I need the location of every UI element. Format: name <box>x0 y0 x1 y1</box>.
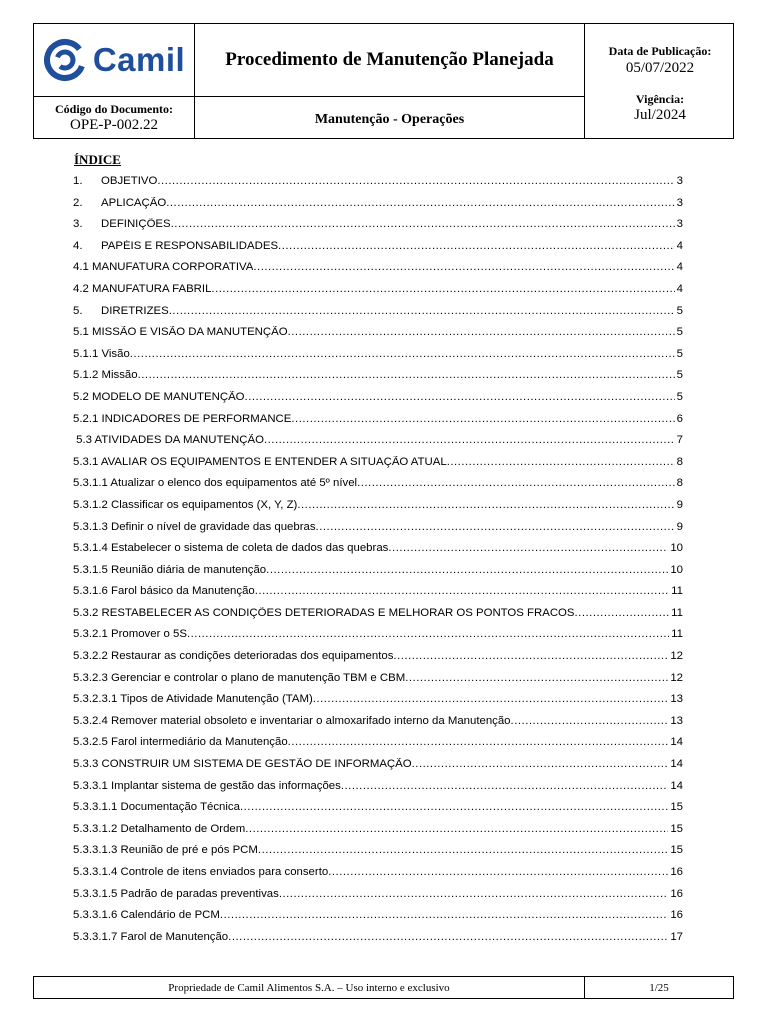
page-number: 1/25 <box>649 981 669 994</box>
toc-entry-title: 5.3.2.1 Promover o 5S <box>73 628 187 641</box>
toc-entry-title: 5.3.3.1.2 Detalhamento de Ordem <box>73 822 246 835</box>
toc-entry-title: 5.3.1.6 Farol básico da Manutenção <box>73 585 255 598</box>
toc-entry-page: 5 <box>676 347 683 360</box>
toc-entry-title: 5.3.3.1.6 Calendário de PCM <box>73 909 220 922</box>
toc-entry-page: 10 <box>670 542 683 555</box>
toc-entry-title: OBJETIVO <box>101 175 158 187</box>
toc-leader-dots <box>405 672 668 684</box>
logo-text: Camil <box>92 41 186 78</box>
toc-entry-page: 12 <box>670 650 683 663</box>
toc-leader-dots <box>291 413 674 425</box>
toc-entry[interactable] <box>73 240 683 262</box>
toc-entry-title: 5.3.1 AVALIAR OS EQUIPAMENTOS E ENTENDER A SITUAÇÃO ATUAL <box>73 455 447 468</box>
code-value: OPE-P-002.22 <box>70 117 158 133</box>
toc-leader-dots <box>157 175 674 187</box>
toc-entry[interactable] <box>73 693 683 715</box>
toc-entry[interactable] <box>73 823 683 845</box>
toc-leader-dots <box>288 736 669 748</box>
toc-entry[interactable] <box>73 369 683 391</box>
toc-leader-dots <box>279 888 669 900</box>
toc-entry[interactable] <box>73 521 683 543</box>
toc-leader-dots <box>245 391 675 403</box>
toc-leader-dots <box>288 326 675 338</box>
toc-entry-title: 5.3 ATIVIDADES DA MANUTENÇÃO <box>73 434 264 447</box>
toc-entry-title: APLICAÇÃO <box>101 196 167 209</box>
toc-entry[interactable] <box>73 585 683 607</box>
toc-entry-title: 5.3.2.4 Remover material obsoleto e inventariar o almoxarifado interno da Manutenção <box>73 714 511 727</box>
document-title: Procedimento de Manutenção Planejada <box>225 49 554 70</box>
toc-leader-dots <box>253 261 674 273</box>
toc-entry-title: 5.1 MISSÃO E VISÃO DA MANUTENÇÃO <box>73 326 288 339</box>
toc-entry-title: 5.3.2.5 Farol intermediário da Manutenção <box>73 736 288 749</box>
toc-leader-dots <box>511 715 669 727</box>
toc-entry[interactable] <box>73 931 683 953</box>
toc-entry-page: 5 <box>676 326 683 339</box>
toc-entry[interactable] <box>73 477 683 499</box>
toc-entry-page: 16 <box>670 909 683 922</box>
toc-entry-page: 11 <box>671 628 683 641</box>
toc-entry-title: 5.3.3.1.7 Farol de Manutenção <box>73 930 229 943</box>
toc-entry-title: 5.3.2.3.1 Tipos de Atividade Manutenção (TAM) <box>73 693 313 706</box>
toc-leader-dots <box>255 585 669 597</box>
toc-entry[interactable] <box>73 758 683 780</box>
document-subtitle: Manutenção - Operações <box>314 111 465 127</box>
toc-entry-number: 4. <box>73 239 83 252</box>
toc-entry-page: 3 <box>676 175 683 187</box>
toc-leader-dots <box>264 434 675 446</box>
toc-entry-title: 5.1.1 Visão <box>73 347 130 360</box>
toc-entry-page: 4 <box>676 261 683 274</box>
toc-entry-title: 5.3.3 CONSTRUIR UM SISTEMA DE GESTÃO DE INFORMAÇÃO <box>73 758 412 771</box>
index-title: ÍNDICE <box>74 152 121 167</box>
toc-entry[interactable] <box>73 326 683 348</box>
toc-entry-page: 5 <box>676 369 683 382</box>
toc-leader-dots <box>447 456 675 468</box>
toc-entry-page: 9 <box>676 498 683 511</box>
toc-entry-title: 5.2.1 INDICADORES DE PERFORMANCE <box>73 412 292 425</box>
toc-entry-page: 8 <box>676 455 683 468</box>
toc-entry-page: 14 <box>670 779 683 792</box>
toc-entry-page: 14 <box>670 736 683 749</box>
toc-entry-number: 1. <box>73 175 83 187</box>
toc-entry-title: 5.2 MODELO DE MANUTENÇÃO <box>73 390 245 403</box>
toc-leader-dots <box>313 693 669 705</box>
toc-entry-page: 8 <box>676 477 683 490</box>
toc-leader-dots <box>341 780 669 792</box>
toc-entry-page: 15 <box>670 801 683 814</box>
toc-entry-title: 5.3.1.2 Classificar os equipamentos (X, Y, Z) <box>73 498 298 511</box>
toc-entry[interactable] <box>73 650 683 672</box>
toc-entry[interactable] <box>73 175 683 197</box>
document-code-block <box>34 97 194 138</box>
document-header <box>33 23 734 139</box>
toc-entry-page: 12 <box>670 671 683 684</box>
toc-leader-dots <box>240 801 668 813</box>
toc-entry[interactable] <box>73 413 683 435</box>
toc-leader-dots <box>228 931 668 943</box>
toc-entry[interactable] <box>73 672 683 694</box>
toc-entry-title: 5.3.2.2 Restaurar as condições deterioradas dos equipamentos <box>73 650 394 663</box>
toc-entry-title: 5.3.2.3 Gerenciar e controlar o plano de manutenção TBM e CBM <box>73 671 406 684</box>
toc-entry-title: 5.3.3.1.3 Reunião de pré e pós PCM <box>73 844 258 857</box>
toc-entry[interactable] <box>73 499 683 521</box>
publication-date-block <box>585 24 735 84</box>
document-footer <box>33 976 734 999</box>
toc-entry-page: 3 <box>676 196 683 209</box>
toc-entry-number: 2. <box>73 196 83 209</box>
camil-logo-icon <box>43 38 87 82</box>
code-label: Código do Documento: <box>54 102 173 116</box>
toc-leader-dots <box>166 197 674 209</box>
toc-leader-dots <box>245 823 668 835</box>
toc-leader-dots <box>412 758 669 770</box>
toc-entry[interactable] <box>73 607 683 629</box>
toc-entry[interactable] <box>73 456 683 478</box>
toc-entry-title: 5.3.1.4 Estabelecer o sistema de coleta de dados das quebras <box>73 542 389 555</box>
toc-entry-page: 3 <box>676 218 683 231</box>
toc-entry-title: 4.2 MANUFATURA FABRIL <box>73 282 212 295</box>
toc-entry-page: 7 <box>676 434 683 447</box>
toc-entry[interactable] <box>73 909 683 931</box>
toc-leader-dots <box>130 348 675 360</box>
validity-label: Vigência: <box>635 92 685 106</box>
toc-entry[interactable] <box>73 434 683 456</box>
toc-leader-dots <box>297 499 674 511</box>
publication-label: Data de Publicação: <box>608 44 712 58</box>
toc-entry[interactable] <box>73 542 683 564</box>
toc-entry[interactable] <box>73 736 683 758</box>
toc-entry[interactable] <box>73 628 683 650</box>
toc-entry-page: 4 <box>676 239 683 252</box>
toc-leader-dots <box>220 909 668 921</box>
toc-entry-title: 5.3.3.1.5 Padrão de paradas preventivas <box>73 887 279 900</box>
toc-entry[interactable] <box>73 866 683 888</box>
toc-entry-title: 5.3.1.3 Definir o nível de gravidade das quebras <box>73 520 316 533</box>
footer-text: Propriedade de Camil Alimentos S.A. – Uso interno e exclusivo <box>168 981 450 994</box>
toc-entry-page: 13 <box>670 693 683 706</box>
toc-entry[interactable] <box>73 305 683 327</box>
validity-block <box>585 86 735 138</box>
toc-entry-page: 17 <box>670 930 683 943</box>
toc-entry-title: 5.3.3.1 Implantar sistema de gestão das informações <box>73 779 341 792</box>
toc-leader-dots <box>171 218 675 230</box>
toc-entry-page: 10 <box>670 563 683 576</box>
toc-entry[interactable] <box>73 888 683 910</box>
toc-leader-dots <box>357 477 675 489</box>
toc-entry-page: 9 <box>676 520 683 533</box>
toc-entry-page: 5 <box>676 390 683 403</box>
toc-entry-page: 11 <box>671 585 683 598</box>
toc-entry[interactable] <box>73 391 683 413</box>
toc-entry[interactable] <box>73 218 683 240</box>
toc-leader-dots <box>266 564 668 576</box>
toc-leader-dots <box>393 650 668 662</box>
toc-entry-page: 6 <box>676 412 683 425</box>
toc-entry[interactable] <box>73 564 683 586</box>
toc-entry-page: 5 <box>676 304 683 317</box>
toc-entry-page: 11 <box>671 606 683 619</box>
table-of-contents <box>73 175 683 952</box>
toc-entry-page: 16 <box>670 866 683 878</box>
toc-entry-title: 5.1.2 Missão <box>73 369 138 382</box>
toc-entry-page: 13 <box>670 714 683 727</box>
toc-leader-dots <box>211 283 674 295</box>
toc-entry-title: 5.3.1.5 Reunião diária de manutenção <box>73 563 267 576</box>
toc-entry-title: 5.3.3.1.1 Documentação Técnica <box>73 801 240 814</box>
toc-entry[interactable] <box>73 348 683 370</box>
toc-entry[interactable] <box>73 715 683 737</box>
toc-entry-page: 4 <box>676 282 683 295</box>
toc-leader-dots <box>187 628 669 640</box>
toc-entry-title: 4.1 MANUFATURA CORPORATIVA <box>73 261 254 274</box>
toc-leader-dots <box>169 305 675 317</box>
toc-leader-dots <box>278 240 675 252</box>
toc-entry[interactable] <box>73 780 683 802</box>
toc-entry-page: 15 <box>670 822 683 835</box>
toc-entry[interactable] <box>73 197 683 219</box>
toc-entry-title: PAPÉIS E RESPONSABILIDADES <box>101 239 279 252</box>
toc-entry-title: DIRETRIZES <box>101 304 169 317</box>
company-logo <box>34 24 194 96</box>
toc-entry-title: 5.3.3.1.4 Controle de itens enviados para conserto <box>73 866 329 878</box>
toc-entry-title: 5.3.1.1 Atualizar o elenco dos equipamentos até 5º nível <box>73 477 358 490</box>
toc-entry-page: 16 <box>670 887 683 900</box>
toc-leader-dots <box>258 844 668 856</box>
toc-entry-page: 14 <box>670 758 683 771</box>
toc-leader-dots <box>316 521 675 533</box>
publication-date: 05/07/2022 <box>625 60 695 76</box>
toc-leader-dots <box>575 607 670 619</box>
toc-entry-title: DEFINIÇÕES <box>101 218 171 231</box>
toc-leader-dots <box>138 369 675 381</box>
toc-entry[interactable] <box>73 801 683 823</box>
toc-leader-dots <box>388 542 668 554</box>
toc-entry-number: 5. <box>73 304 83 317</box>
toc-entry[interactable] <box>73 261 683 283</box>
toc-entry[interactable] <box>73 844 683 866</box>
toc-entry[interactable] <box>73 283 683 305</box>
validity-value: Jul/2024 <box>634 107 686 123</box>
toc-entry-title: 5.3.2 RESTABELECER AS CONDIÇÕES DETERIORADAS E MELHORAR OS PONTOS FRACOS <box>73 606 575 619</box>
toc-leader-dots <box>328 866 668 878</box>
toc-entry-page: 15 <box>670 844 683 857</box>
toc-entry-number: 3. <box>73 218 83 231</box>
